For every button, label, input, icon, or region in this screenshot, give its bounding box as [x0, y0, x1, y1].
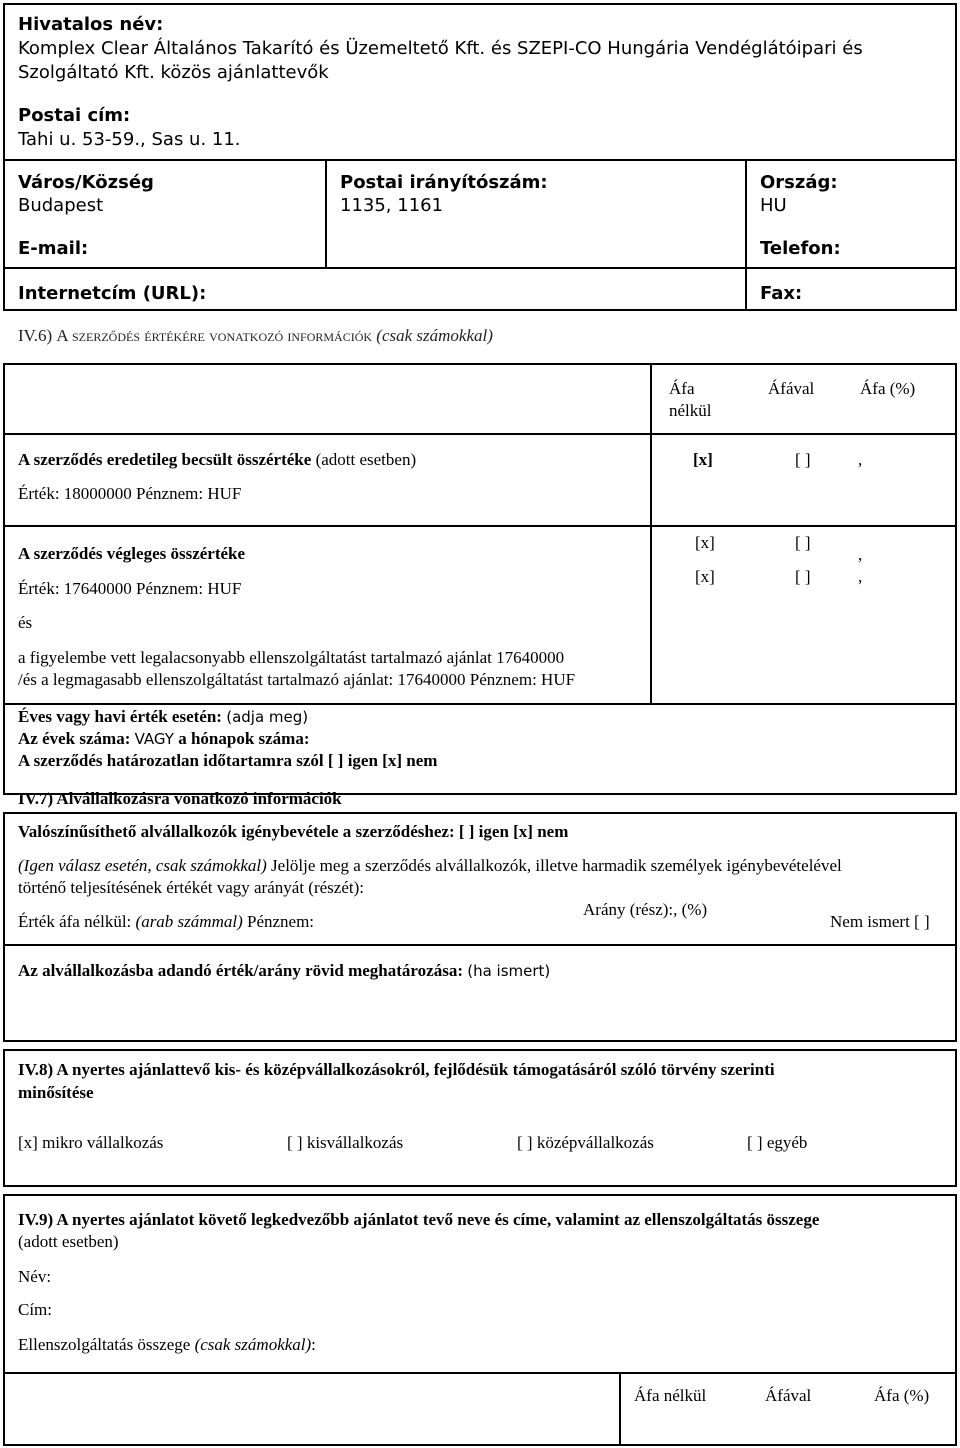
- iv6-final-afaval-1: [ ]: [795, 533, 811, 552]
- org-name-label: Hivatalos név:: [18, 14, 164, 35]
- iv6-years-row: [18, 729, 310, 749]
- org-row-divider-2: [3, 267, 957, 269]
- org-url-label: Internetcím (URL):: [18, 283, 207, 304]
- iv6-col-afa-pct: Áfa (%): [860, 379, 916, 398]
- iv9-amount-note: (csak számokkal): [194, 1335, 312, 1354]
- iv6-row-divider-3: [3, 703, 957, 705]
- iv7-note-italic: (Igen válasz esetén, csak számokkal): [18, 856, 267, 875]
- iv6-months-label: a hónapok száma:: [178, 729, 310, 748]
- iv6-years-or: VAGY: [134, 730, 174, 748]
- iv7-value-row: [18, 912, 314, 932]
- org-fax-label: Fax:: [760, 283, 803, 304]
- iv6-yearly-label: Éves vagy havi érték esetén:: [18, 707, 222, 726]
- iv6-orig-row: [18, 450, 416, 470]
- iv7-note-text: Jelölje meg a szerződés alvállalkozók, illetve harmadik személyek igénybevételével: [271, 856, 842, 875]
- iv6-col-afaval: Áfával: [768, 379, 815, 398]
- iv7-value-currency: Pénznem:: [246, 912, 315, 931]
- iv7-row-divider: [3, 944, 957, 946]
- org-email-label: E-mail:: [18, 238, 89, 259]
- iv6-col-afa-nelkul-2: nélkül: [669, 401, 712, 420]
- iv6-yearly-row: [18, 707, 308, 727]
- iv6-orig-note: (adott esetben): [315, 450, 417, 469]
- iv6-es: és: [18, 613, 33, 632]
- org-city-value: Budapest: [18, 195, 104, 216]
- iv7-heading: IV.7) Alvállalkozásra vonatkozó információk: [18, 789, 342, 808]
- org-address-label: Postai cím:: [18, 105, 131, 126]
- iv6-final-pct-1: ,: [858, 545, 863, 564]
- iv8-opt-small: [ ] kisvállalkozás: [287, 1133, 404, 1152]
- iv9-address-label: Cím:: [18, 1300, 53, 1319]
- iv7-note-row: [18, 856, 842, 876]
- iv6-final-nelkul-2: [x]: [695, 567, 715, 586]
- iv6-final-value: Érték: 17640000 Pénznem: HUF: [18, 579, 242, 598]
- iv6-orig-nelkul: [x]: [693, 450, 713, 469]
- iv6-col-afa-nelkul-1: Áfa: [669, 379, 695, 398]
- iv6-row-divider-1: [3, 433, 957, 435]
- iv9-amount-colon: :: [311, 1335, 316, 1354]
- iv6-yearly-note: (adja meg): [226, 708, 309, 726]
- iv6-final-pct-2: ,: [858, 567, 863, 586]
- org-country-value: HU: [760, 195, 787, 216]
- iv6-heading-num: IV.6): [18, 326, 53, 345]
- iv9-col-afa-pct: Áfa (%): [874, 1386, 930, 1405]
- iv6-lowest-line2: /és a legmagasabb ellenszolgáltatást tartalmazó ajánlat: 17640000 Pénznem: HUF: [18, 670, 576, 689]
- iv8-heading-line2: minősítése: [18, 1083, 94, 1102]
- org-col-divider-1: [325, 159, 327, 267]
- iv9-name-label: Név:: [18, 1267, 52, 1286]
- iv9-col-afaval: Áfával: [765, 1386, 812, 1405]
- iv7-short-desc: Az alvállalkozásba adandó érték/arány rövid meghatározása:: [18, 961, 463, 980]
- org-city-label: Város/Község: [18, 172, 154, 193]
- iv6-final-title: A szerződés végleges összértéke: [18, 544, 246, 563]
- org-zip-value: 1135, 1161: [340, 195, 444, 216]
- iv8-opt-medium: [ ] középvállalkozás: [517, 1133, 654, 1152]
- iv8-opt-micro: [x] mikro vállalkozás: [18, 1133, 164, 1152]
- iv6-orig-afaval: [ ]: [795, 450, 811, 469]
- iv9-col-divider: [619, 1372, 621, 1446]
- iv7-note-line2: történő teljesítésének értékét vagy arányát (részét):: [18, 878, 364, 897]
- iv6-heading: [18, 326, 493, 346]
- iv8-heading-line1: IV.8) A nyertes ajánlattevő kis- és középvállalkozásokról, fejlődésük támogatásáról szóló törvény szerinti: [18, 1060, 775, 1079]
- iv6-orig-value: Érték: 18000000 Pénznem: HUF: [18, 484, 242, 503]
- iv9-box: [3, 1194, 957, 1446]
- iv9-amount-label: Ellenszolgáltatás összege: [18, 1335, 191, 1354]
- iv9-amount-row: [18, 1335, 316, 1355]
- iv7-short-desc-row: [18, 961, 550, 981]
- iv6-years-label: Az évek száma:: [18, 729, 131, 748]
- org-name-line1: Komplex Clear Általános Takarító és Üzemeltető Kft. és SZEPI-CO Hungária Vendéglátóipari és: [18, 38, 863, 59]
- org-zip-label: Postai irányítószám:: [340, 172, 548, 193]
- iv9-col-afa-nelkul: Áfa nélkül: [634, 1386, 707, 1405]
- iv7-value-italic: (arab számmal): [135, 912, 243, 931]
- iv6-heading-note: (csak számokkal): [376, 326, 493, 345]
- iv6-orig-title: A szerződés eredetileg becsült összértéke: [18, 450, 312, 469]
- iv8-opt-other: [ ] egyéb: [747, 1133, 808, 1152]
- iv9-heading: IV.9) A nyertes ajánlatot követő legkedvezőbb ajánlatot tevő neve és címe, valamint az ellenszolgáltatás összege: [18, 1210, 820, 1229]
- iv7-value-label: Érték áfa nélkül:: [18, 912, 132, 931]
- iv6-col-divider: [650, 363, 652, 703]
- iv7-unknown: Nem ismert [ ]: [830, 912, 930, 931]
- org-col-divider-2: [745, 159, 747, 311]
- iv6-row-divider-2: [3, 525, 957, 527]
- iv6-heading-title: A szerződés értékére vonatkozó információk: [56, 326, 373, 345]
- iv6-indefinite: A szerződés határozatlan időtartamra szól [ ] igen [x] nem: [18, 751, 438, 770]
- iv6-lowest-line1: a figyelembe vett legalacsonyabb ellenszolgáltatást tartalmazó ajánlat 17640000: [18, 648, 565, 667]
- iv9-heading-note: (adott esetben): [18, 1232, 119, 1251]
- org-country-label: Ország:: [760, 172, 838, 193]
- iv6-orig-pct: ,: [858, 450, 863, 469]
- iv7-ratio: Arány (rész):, (%): [583, 900, 708, 919]
- org-row-divider: [3, 159, 957, 161]
- org-name-line2: Szolgáltató Kft. közös ajánlattevők: [18, 62, 329, 83]
- iv6-final-afaval-2: [ ]: [795, 567, 811, 586]
- iv7-likely: Valószínűsíthető alvállalkozók igénybevétele a szerződéshez: [ ] igen [x] nem: [18, 822, 569, 841]
- iv6-final-nelkul-1: [x]: [695, 533, 715, 552]
- org-address-value: Tahi u. 53-59., Sas u. 11.: [18, 129, 241, 150]
- org-phone-label: Telefon:: [760, 238, 841, 259]
- iv7-short-desc-note: (ha ismert): [467, 962, 551, 980]
- iv9-table-top: [3, 1372, 957, 1374]
